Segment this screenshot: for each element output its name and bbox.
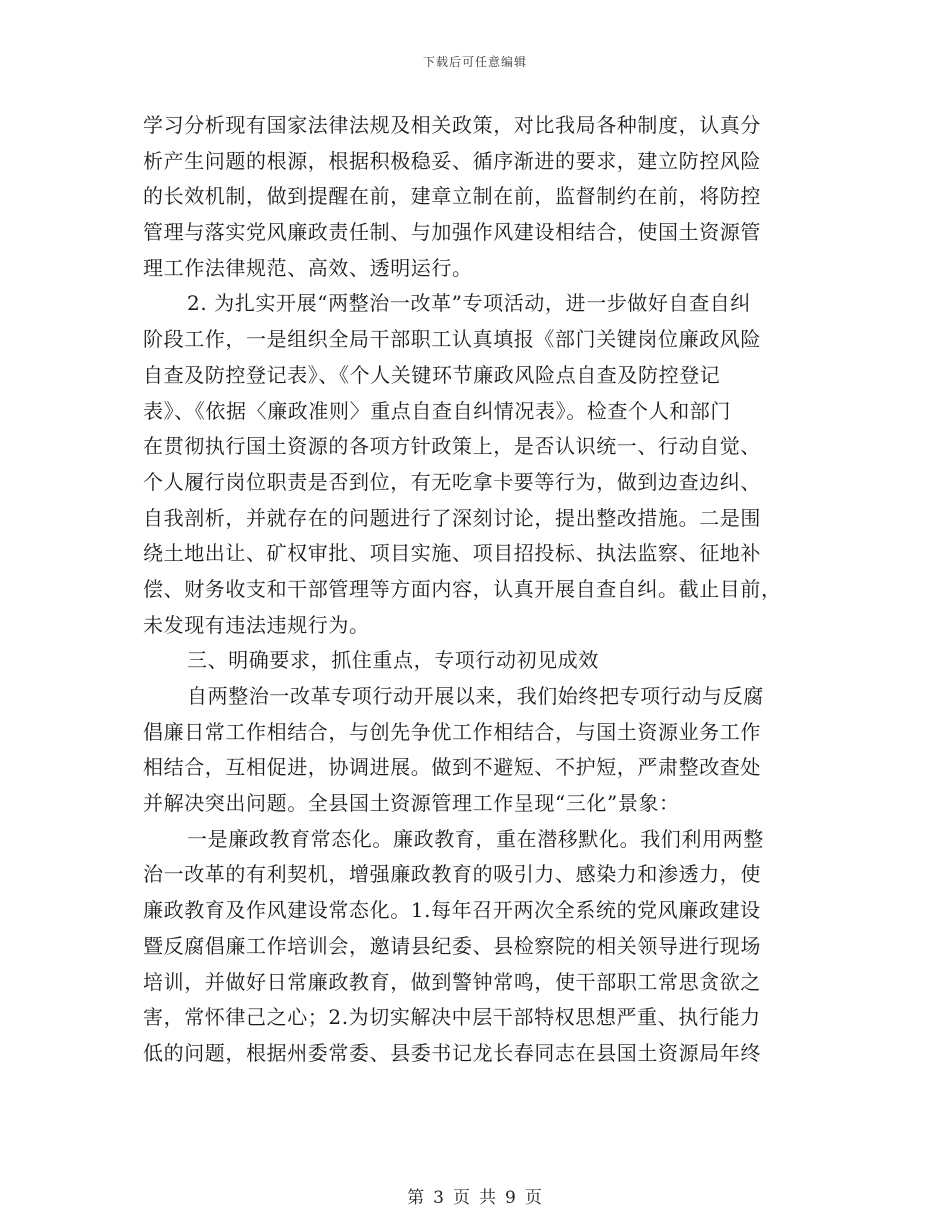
current-page-number: 3 (433, 1188, 445, 1208)
text-line: 的长效机制，做到提醒在前，建章立制在前，监督制约在前，将防控 (143, 184, 761, 209)
text-line: 相结合，互相促进，协调进展。做到不避短、不护短，严肃整改查处 (143, 755, 761, 780)
text-line: 绕土地出让、矿权审批、项目实施、项目招投标、执法监察、征地补 (143, 541, 761, 566)
text-line: 培训，并做好日常廉政教育，做到警钟常鸣，使干部职工常思贪欲之 (143, 969, 761, 994)
text-line: 治一改革的有利契机，增强廉政教育的吸引力、感染力和渗透力，使 (143, 862, 761, 887)
text-line: 暨反腐倡廉工作培训会，邀请县纪委、县检察院的相关领导进行现场 (143, 933, 761, 958)
page-header: 下载后可任意编辑 (422, 55, 527, 69)
text-line: 表》、《依据〈廉政准则〉重点自查自纠情况表》。检查个人和部门 (143, 398, 731, 423)
paragraph-start-line: 自两整治一改革专项行动开展以来，我们始终把专项行动与反腐 (187, 684, 764, 708)
text-line: 理工作法律规范、高效、透明运行。 (143, 255, 473, 280)
footer-prefix: 第 (407, 1188, 426, 1208)
text-line: 害，常怀律己之心；2.为切实解决中层干部特权思想严重、执行能力 (143, 1005, 761, 1030)
paragraph-start-line: 2. 为扎实开展“两整治一改革”专项活动，进一步做好自查自纠 (187, 291, 751, 316)
paragraph-start-line: 一是廉政教育常态化。廉政教育，重在潜移默化。我们利用两整 (187, 826, 764, 851)
text-line: 倡廉日常工作相结合，与创先争优工作相结合，与国土资源业务工作 (143, 719, 761, 744)
text-line: 阶段工作，一是组织全局干部职工认真填报《部门关键岗位廉政风险 (143, 327, 761, 352)
text-line: 偿、财务收支和干部管理等方面内容，认真开展自查自纠。截止目前， (143, 576, 782, 601)
text-line: 在贯彻执行国土资源的各项方针政策上，是否认识统一、行动自觉、 (143, 434, 761, 459)
section-heading: 三、明确要求，抓住重点，专项行动初见成效 (187, 648, 599, 673)
text-line: 自查及防控登记表》、《个人关键环节廉政风险点自查及防控登记 (143, 362, 721, 387)
text-line: 未发现有违法违规行为。 (143, 612, 370, 637)
page-footer (0, 1183, 950, 1208)
text-line: 个人履行岗位职责是否到位，有无吃拿卡要等行为，做到边查边纠、 (143, 469, 761, 494)
text-line: 管理与落实党风廉政责任制、与加强作风建设相结合，使国土资源管 (143, 220, 761, 245)
text-line: 析产生问题的根源，根据积极稳妥、循序渐进的要求，建立防控风险 (143, 148, 761, 173)
text-line: 学习分析现有国家法律法规及相关政策，对比我局各种制度，认真分 (143, 113, 761, 137)
footer-total-label: 共 (479, 1188, 497, 1208)
document-body (143, 108, 813, 1072)
text-line: 并解决突出问题。全县国土资源管理工作呈现“三化”景象： (143, 791, 680, 816)
footer-page-unit: 页 (453, 1188, 471, 1208)
text-line: 低的问题，根据州委常委、县委书记龙长春同志在县国土资源局年终 (143, 1040, 761, 1065)
footer-suffix: 页 (524, 1188, 543, 1208)
text-line: 廉政教育及作风建设常态化。1.每年召开两次全系统的党风廉政建设 (143, 898, 761, 923)
text-line: 自我剖析，并就存在的问题进行了深刻讨论，提出整改措施。二是围 (143, 505, 761, 530)
total-pages-number: 9 (505, 1188, 517, 1208)
